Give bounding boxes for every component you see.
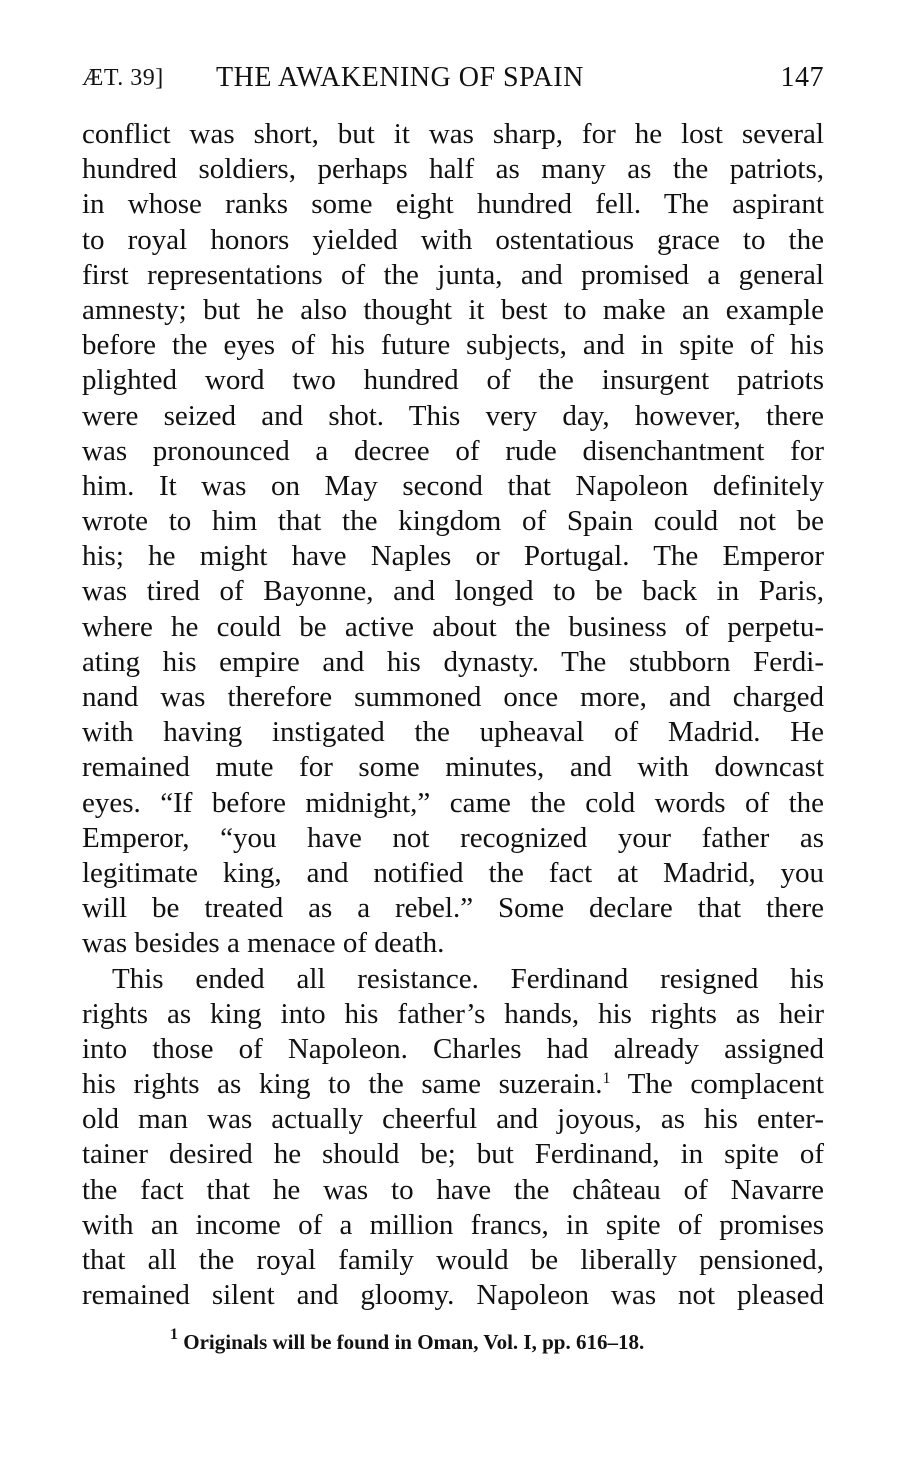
text-segment: The complacent [610,1068,824,1101]
footnote-marker: 1 [602,1070,611,1088]
text-line: plighted word two hundred of the insurgent patriots [82,364,824,397]
footnote [170,1328,644,1356]
text-line: into those of Napoleon. Charles had already assigned [82,1032,824,1065]
text-line: will be treated as a rebel.” Some declare that there [82,892,824,925]
section-age: ÆT. 39] [82,65,164,91]
text-line: to royal honors yielded with ostentatious grace to the [82,223,824,256]
paragraph-1 [82,117,824,962]
text-line: him. It was on May second that Napoleon definitely [82,469,824,502]
text-line: tainer desired he should be; but Ferdinand, in spite of [82,1138,824,1171]
text-line: amnesty; but he also thought it best to make an example [82,293,824,326]
text-line: were seized and shot. This very day, however, there [82,399,824,432]
text-line: conflict was short, but it was sharp, for he lost several [82,118,824,150]
footnote-text: Originals will be found in Oman, Vol. I, pp. 616–18. [178,1330,645,1354]
text-line: before the eyes of his future subjects, and in spite of his [82,329,824,362]
footnote-number: 1 [170,1326,178,1343]
text-line: the fact that he was to have the château of Navarre [82,1173,824,1206]
text-line: old man was actually cheerful and joyous, as his enter- [82,1103,824,1136]
text-line: that all the royal family would be liberally pensioned, [82,1244,824,1276]
text-line-with-footnote [82,1067,824,1102]
body-text [82,117,824,1313]
text-line: was besides a menace of death. [82,927,445,960]
text-line: remained mute for some minutes, and with downcast [82,751,824,784]
text-line: Emperor, “you have not recognized your father as [82,821,824,854]
text-line: was tired of Bayonne, and longed to be back in Paris, [82,575,824,608]
text-line: nand was therefore summoned once more, and charged [82,681,824,713]
text-line: with having instigated the upheaval of Madrid. He [82,716,824,749]
text-line: first representations of the junta, and promised a general [82,258,824,291]
text-line: eyes. “If before midnight,” came the cold words of the [82,786,824,819]
text-line: ating his empire and his dynasty. The stubborn Ferdi- [82,645,824,678]
text-line: remained silent and gloomy. Napoleon was not pleased [82,1279,824,1312]
text-line: wrote to him that the kingdom of Spain could not be [82,505,824,538]
paragraph-2 [82,962,824,1314]
text-line: where he could be active about the business of perpetu- [82,610,824,643]
text-line: rights as king into his father’s hands, his rights as heir [82,997,824,1030]
text-line: his; he might have Naples or Portugal. The Emperor [82,540,824,573]
text-line: with an income of a million francs, in spite of promises [82,1208,824,1241]
text-line: hundred soldiers, perhaps half as many as the patriots, [82,153,824,186]
running-head [82,60,824,96]
text-line: This ended all resistance. Ferdinand resigned his [112,962,824,995]
page-title: THE AWAKENING OF SPAIN [216,62,584,93]
text-line: in whose ranks some eight hundred fell. The aspirant [82,188,824,221]
text-line: was pronounced a decree of rude disenchantment for [82,434,824,467]
page-number: 147 [780,62,824,93]
text-line: legitimate king, and notified the fact at Madrid, you [82,856,824,889]
text-segment: his rights as king to the same suzerain. [82,1068,603,1101]
